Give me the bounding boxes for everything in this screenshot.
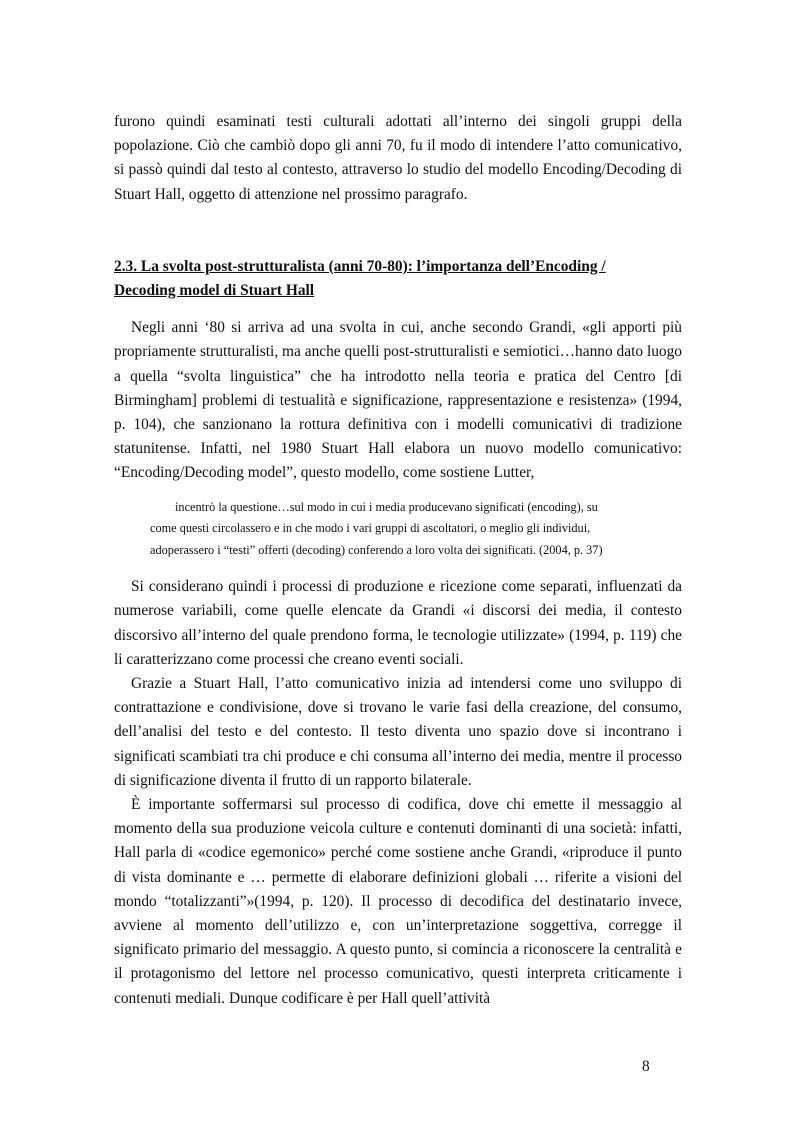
opening-paragraph: furono quindi esaminati testi culturali adottati all’interno dei singoli gruppi della popolazione. Ciò che cambiò dopo gli anni 70, fu il modo di intendere l’atto comunicativo, si passò quindi dal testo al contesto, attraverso lo studio del modello Encoding/Decoding di Stuart Hall, oggetto di attenzione nel prossimo paragrafo.: [114, 113, 682, 203]
section-heading: [114, 255, 682, 303]
spacer: [114, 486, 682, 497]
block-quote-line-3: adoperassero i “testi” offerti (decoding) conferendo a loro volta dei significati. (2004, p. 37): [150, 542, 603, 557]
block-quote: [150, 497, 672, 562]
page-number: 8: [642, 1058, 650, 1075]
paragraph-1: Negli anni ‘80 si arriva ad una svolta in cui, anche secondo Grandi, «gli apporti più propriamente strutturalisti, ma anche quelli post-strutturalisti e semiotici…hanno dato luogo a quella “svolta linguistica” che ha introdotto nella teoria e pratica del Centro [di Birmingham] problemi di testualità e significazione, rappresentazione e resistenza» (1994, p. 104), che sanzionano la rottura definitiva con i modelli comunicativi di tradizione statunitense. Infatti, nel 1980 Stuart Hall elabora un nuovo modello comunicativo: “Encoding/Decoding model”, questo modello, come sostiene Lutter,: [114, 319, 682, 482]
paragraph-4: È importante soffermarsi sul processo di codifica, dove chi emette il messaggio al momento della sua produzione veicola culture e contenuti dominanti di una società: infatti, Hall parla di «codice egemonico» perché come sostiene anche Grandi, «riproduce il punto di vista dominante e … permette di elaborare definizioni globali … riferite a visioni del mondo “totalizzanti”»(1994, p. 120). Il processo di decodifica del destinatario invece, avviene al momento dell’utilizzo e, con un’interpretazione soggettiva, corregge il significato primario del messaggio. A questo punto, si comincia a riconoscere la centralità e il protagonismo del lettore nel processo comunicativo, questi interpreta criticamente i contenuti mediali. Dunque codificare è per Hall quell’attività: [114, 795, 682, 1007]
block-quote-line-1: incentrò la questione…sul modo in cui i media producevano significati (encoding), su: [175, 499, 598, 514]
section-heading-line-2: Decoding model di Stuart Hall: [114, 282, 315, 300]
paragraph-3: Grazie a Stuart Hall, l’atto comunicativo inizia ad intendersi come uno sviluppo di contrattazione e condivisione, dove si trovano le varie fasi della creazione, del consumo, dell’analisi del testo e del contesto. Il testo diventa uno spazio dove si incontrano i significati scambiati tra chi produce e chi consuma all’interno dei media, mentre il processo di significazione diventa il frutto di un rapporto bilaterale.: [114, 674, 682, 789]
block-quote-line-2: come questi circolassero e in che modo i vari gruppi di ascoltatori, o meglio gli individui,: [150, 521, 591, 536]
section-heading-line-1: 2.3. La svolta post-strutturalista (anni 70-80): l’importanza dell’Encoding /: [114, 257, 606, 275]
spacer: [114, 207, 682, 255]
paragraph-2: Si considerano quindi i processi di produzione e ricezione come separati, influenzati da numerose variabili, come quelle elencate da Grandi «i discorsi dei media, il contesto discorsivo all’interno del quale prendono forma, le tecnologie utilizzate» (1994, p. 119) che li caratterizzano come processi che creano eventi sociali.: [114, 578, 682, 668]
spacer: [114, 303, 682, 316]
page-body: [114, 110, 682, 1011]
spacer: [114, 561, 682, 575]
